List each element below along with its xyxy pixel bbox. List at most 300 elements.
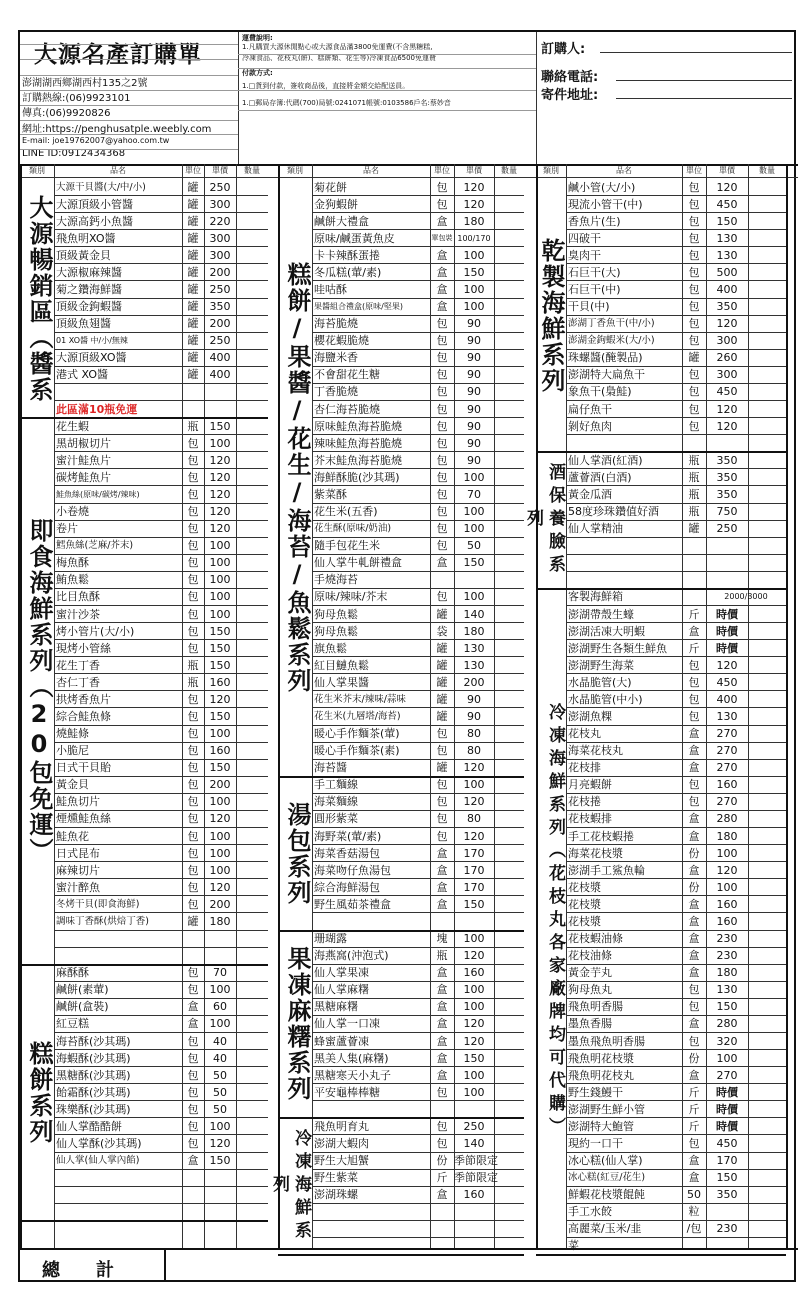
quantity-field[interactable] [236, 759, 268, 776]
quantity-field[interactable] [494, 298, 524, 315]
total-field[interactable] [166, 1250, 796, 1282]
quantity-field[interactable] [494, 776, 524, 793]
item-name: 圓形紫菜 [314, 812, 358, 826]
item-price: 80 [467, 744, 481, 758]
item-price: 230 [716, 1222, 738, 1236]
quantity-field[interactable] [236, 1118, 268, 1135]
item-price: 100 [209, 436, 231, 450]
quantity-field[interactable] [494, 452, 524, 469]
quantity-field[interactable] [236, 862, 268, 879]
item-unit: 包 [187, 487, 199, 501]
quantity-field[interactable] [748, 383, 786, 400]
quantity-field[interactable] [236, 657, 268, 674]
item-unit: 包 [436, 590, 448, 604]
quantity-field[interactable] [748, 1084, 786, 1101]
quantity-field[interactable] [494, 810, 524, 827]
quantity-field[interactable] [748, 913, 786, 930]
quantity-field[interactable] [494, 1169, 524, 1186]
quantity-field[interactable] [494, 1015, 524, 1032]
item-unit [682, 435, 706, 452]
quantity-field[interactable] [494, 845, 524, 862]
item-name: 澎湖珠螺 [314, 1188, 358, 1202]
item-name: 海菜麵線 [314, 795, 358, 809]
quantity-field[interactable] [748, 298, 786, 315]
quantity-field[interactable] [748, 606, 786, 623]
quantity-field[interactable] [748, 742, 786, 759]
quantity-field[interactable] [236, 1084, 268, 1101]
item-price: 120 [463, 829, 485, 843]
quantity-field[interactable] [494, 196, 524, 213]
item-price: 90 [467, 709, 481, 723]
quantity-field[interactable] [748, 366, 786, 383]
quantity-field[interactable] [748, 247, 786, 264]
quantity-field[interactable] [236, 1135, 268, 1152]
item-name: 杏仁海苔脆燒 [314, 402, 380, 416]
quantity-field[interactable] [494, 537, 524, 554]
quantity-field[interactable] [236, 691, 268, 708]
quantity-field[interactable] [494, 247, 524, 264]
quantity-field[interactable] [236, 196, 268, 213]
item-price: 150 [209, 709, 231, 723]
quantity-field[interactable] [236, 469, 268, 486]
item-name [312, 1101, 429, 1118]
quantity-field[interactable] [748, 1152, 786, 1169]
quantity-field[interactable] [236, 452, 268, 469]
quantity-field[interactable] [494, 691, 524, 708]
item-unit: 盒 [688, 624, 700, 638]
item-unit: 包 [436, 487, 448, 501]
quantity-field[interactable] [236, 230, 268, 247]
quantity-field[interactable] [494, 1186, 524, 1203]
item-name: 花生丁香 [56, 658, 100, 672]
quantity-field[interactable] [494, 332, 524, 349]
quantity-field[interactable] [494, 554, 524, 571]
item-price: 100 [209, 983, 231, 997]
item-price: 230 [716, 949, 738, 963]
quantity-field[interactable] [494, 725, 524, 742]
category-label: 湯包系列 [283, 801, 311, 906]
item-name: 綜合海鮮湯包 [314, 880, 380, 894]
item-name: 現流小管干(中) [568, 197, 643, 211]
quantity-field[interactable] [494, 606, 524, 623]
item-unit: 瓶 [187, 658, 199, 672]
quantity-field[interactable] [236, 896, 268, 913]
item-unit [182, 401, 204, 418]
quantity-field[interactable] [236, 930, 268, 947]
quantity-field[interactable] [494, 1135, 524, 1152]
quantity-field[interactable] [748, 810, 786, 827]
quantity-field[interactable] [236, 1015, 268, 1032]
quantity-field[interactable] [494, 1084, 524, 1101]
quantity-field[interactable] [748, 503, 786, 520]
quantity-field[interactable] [748, 1067, 786, 1084]
item-unit: 罐 [187, 265, 199, 279]
item-price: 100 [463, 470, 485, 484]
item-price: 120 [463, 180, 485, 194]
quantity-field[interactable] [494, 366, 524, 383]
item-name: 海鹽米香 [314, 351, 358, 365]
item-price: 100 [209, 846, 231, 860]
quantity-field[interactable] [236, 742, 268, 759]
quantity-field[interactable] [236, 981, 268, 998]
quantity-field[interactable] [748, 691, 786, 708]
item-price: 170 [463, 863, 485, 877]
item-unit: 包 [187, 1085, 199, 1099]
item-unit: 包 [436, 1085, 448, 1099]
quantity-field[interactable] [494, 1067, 524, 1084]
quantity-field[interactable] [748, 230, 786, 247]
quantity-field[interactable] [236, 332, 268, 349]
quantity-field[interactable] [748, 179, 786, 196]
quantity-field[interactable] [494, 708, 524, 725]
quantity-field[interactable] [494, 981, 524, 998]
quantity-field[interactable] [494, 1203, 524, 1220]
item-name: 仙人掌一口凍 [314, 1017, 380, 1031]
quantity-field[interactable] [748, 930, 786, 947]
quantity-field[interactable] [494, 759, 524, 776]
quantity-field[interactable] [494, 896, 524, 913]
item-name: 大源頂級XO醬 [56, 351, 127, 365]
quantity-field[interactable] [748, 315, 786, 332]
quantity-field[interactable] [236, 1203, 268, 1220]
item-name: 野生紫菜 [314, 1171, 358, 1185]
quantity-field[interactable] [236, 606, 268, 623]
quantity-field[interactable] [494, 947, 524, 964]
quantity-field[interactable] [748, 793, 786, 810]
quantity-field[interactable] [236, 571, 268, 588]
quantity-field[interactable] [494, 640, 524, 657]
quantity-field[interactable] [748, 349, 786, 366]
item-name: 黑糖寒天小丸子 [314, 1068, 391, 1082]
quantity-field[interactable] [494, 520, 524, 537]
quantity-field[interactable] [748, 1050, 786, 1067]
item-unit: 包 [436, 795, 448, 809]
quantity-field[interactable] [748, 435, 786, 452]
header-name: 品名 [110, 166, 126, 175]
quantity-field[interactable] [236, 366, 268, 383]
quantity-field[interactable] [494, 571, 524, 588]
quantity-field[interactable] [748, 281, 786, 298]
quantity-field[interactable] [494, 418, 524, 435]
payment-line-1: 1.□貨到付款，簽收商品後，直接將金額交給配送員。 [242, 82, 410, 90]
quantity-field[interactable] [236, 349, 268, 366]
quantity-field[interactable] [494, 879, 524, 896]
quantity-field[interactable] [748, 196, 786, 213]
item-price: 120 [209, 505, 231, 519]
item-unit: 罐 [436, 692, 448, 706]
quantity-field[interactable] [748, 708, 786, 725]
item-price: 150 [716, 214, 738, 228]
item-name [54, 1186, 181, 1203]
quantity-field[interactable] [494, 179, 524, 196]
item-name: 小卷燒 [56, 505, 89, 519]
item-unit: 包 [436, 522, 448, 536]
header-unit: 單位 [185, 166, 201, 175]
item-name: 花枝漿 [568, 914, 601, 928]
item-price: 250 [209, 334, 231, 348]
quantity-field[interactable] [494, 349, 524, 366]
item-price: 100 [209, 539, 231, 553]
item-unit: 瓶 [436, 949, 448, 963]
item-unit: 盒 [436, 983, 448, 997]
item-name: 梅魚酥 [56, 556, 89, 570]
item-price: 170 [463, 846, 485, 860]
quantity-field[interactable] [494, 230, 524, 247]
item-price: 160 [463, 966, 485, 980]
item-price: 450 [716, 385, 738, 399]
quantity-field[interactable] [494, 588, 524, 605]
quantity-field[interactable] [748, 879, 786, 896]
item-name: 花枝油條 [568, 949, 612, 963]
quantity-field[interactable] [748, 452, 786, 469]
quantity-field[interactable] [236, 998, 268, 1015]
quantity-field[interactable] [748, 1169, 786, 1186]
quantity-field[interactable] [236, 281, 268, 298]
quantity-field[interactable] [748, 1220, 786, 1237]
item-unit: 單包裝 [431, 233, 453, 242]
item-price: 120 [716, 402, 738, 416]
item-unit: 包 [688, 778, 700, 792]
quantity-field[interactable] [748, 674, 786, 691]
quantity-field[interactable] [494, 913, 524, 930]
quantity-field[interactable] [748, 759, 786, 776]
quantity-field[interactable] [748, 571, 786, 588]
quantity-field[interactable] [236, 1169, 268, 1186]
quantity-field[interactable] [494, 213, 524, 230]
quantity-field[interactable] [236, 725, 268, 742]
quantity-field[interactable] [748, 998, 786, 1015]
quantity-field[interactable] [236, 879, 268, 896]
item-name: 冬烤干貝(即食海鮮) [56, 898, 140, 910]
item-name: 黑糖酥(沙其瑪) [56, 1068, 131, 1082]
item-price: 100 [463, 1085, 485, 1099]
quantity-field[interactable] [494, 623, 524, 640]
quantity-field[interactable] [494, 674, 524, 691]
item-price: 300 [716, 368, 738, 382]
quantity-field[interactable] [748, 486, 786, 503]
quantity-field[interactable] [748, 469, 786, 486]
quantity-field[interactable] [748, 725, 786, 742]
item-unit: 包 [688, 675, 700, 689]
quantity-field[interactable] [236, 964, 268, 981]
item-name: 花生酥(原味/奶油) [314, 523, 392, 535]
quantity-field[interactable] [748, 947, 786, 964]
item-price: 100 [463, 1000, 485, 1014]
item-unit: 包 [187, 829, 199, 843]
quantity-field[interactable] [494, 503, 524, 520]
item-price: 100 [209, 573, 231, 587]
item-name: 澎湖野生鮮小管 [568, 1102, 645, 1116]
quantity-field[interactable] [748, 1118, 786, 1135]
item-price [454, 1203, 494, 1220]
quantity-field[interactable] [236, 401, 268, 418]
quantity-field[interactable] [748, 657, 786, 674]
quantity-field[interactable] [748, 520, 786, 537]
order-form [18, 30, 796, 1282]
quantity-field[interactable] [494, 1101, 524, 1118]
item-price: 100 [209, 590, 231, 604]
item-price: 100 [463, 505, 485, 519]
quantity-field[interactable] [236, 1186, 268, 1203]
item-price: 90 [467, 351, 481, 365]
quantity-field[interactable] [236, 383, 268, 400]
item-price [204, 1186, 236, 1203]
quantity-field[interactable] [236, 554, 268, 571]
item-price: 400 [716, 282, 738, 296]
item-unit: 包 [187, 505, 199, 519]
item-name: 飛魚明花枝丸 [568, 1068, 634, 1082]
quantity-field[interactable] [236, 247, 268, 264]
quantity-field[interactable] [494, 435, 524, 452]
quantity-field[interactable] [494, 1152, 524, 1169]
quantity-field[interactable] [236, 793, 268, 810]
quantity-field[interactable] [748, 1135, 786, 1152]
item-unit [182, 1169, 204, 1186]
item-unit: 盒 [688, 966, 700, 980]
quantity-field[interactable] [748, 845, 786, 862]
quantity-field[interactable] [236, 1101, 268, 1118]
item-name: 仙人掌精油 [568, 522, 623, 536]
quantity-field[interactable] [236, 708, 268, 725]
quantity-field[interactable] [748, 623, 786, 640]
quantity-field[interactable] [748, 1203, 786, 1220]
item-name: 港式 XO醬 [56, 368, 108, 382]
quantity-field[interactable] [494, 1050, 524, 1067]
quantity-field[interactable] [494, 862, 524, 879]
quantity-field[interactable] [748, 1015, 786, 1032]
quantity-field[interactable] [236, 913, 268, 930]
quantity-field[interactable] [236, 845, 268, 862]
item-name: 原味/鹹蛋黃魚皮 [314, 231, 395, 245]
item-name: 海苔酥(沙其瑪) [56, 1034, 131, 1048]
item-unit [430, 1220, 454, 1237]
item-name: 海燕窩(沖泡式) [314, 949, 389, 963]
quantity-field[interactable] [236, 435, 268, 452]
quantity-field[interactable] [236, 623, 268, 640]
item-price: 160 [209, 744, 231, 758]
quantity-field[interactable] [236, 810, 268, 827]
quantity-field[interactable] [236, 1033, 268, 1050]
quantity-field[interactable] [236, 315, 268, 332]
quantity-field[interactable] [236, 213, 268, 230]
quantity-field[interactable] [236, 776, 268, 793]
quantity-field[interactable] [748, 1033, 786, 1050]
item-unit: 盒 [436, 1051, 448, 1065]
quantity-field[interactable] [236, 486, 268, 503]
quantity-field[interactable] [494, 657, 524, 674]
item-name: 客製海鮮箱 [568, 590, 623, 604]
quantity-field[interactable] [494, 964, 524, 981]
quantity-field[interactable] [748, 828, 786, 845]
item-price: 170 [716, 1154, 738, 1168]
quantity-field[interactable] [236, 1152, 268, 1169]
item-price [706, 537, 748, 554]
item-unit: 包 [187, 761, 199, 775]
quantity-field[interactable] [494, 1220, 524, 1237]
quantity-field[interactable] [236, 418, 268, 435]
item-name: 菊之鑽海鮮醬 [56, 282, 122, 296]
quantity-field[interactable] [494, 793, 524, 810]
quantity-field[interactable] [494, 383, 524, 400]
quantity-field[interactable] [748, 862, 786, 879]
quantity-field[interactable] [236, 674, 268, 691]
quantity-field[interactable] [236, 1050, 268, 1067]
item-price [204, 383, 236, 400]
quantity-field[interactable] [494, 742, 524, 759]
header-price: 單價 [719, 166, 735, 175]
quantity-field[interactable] [494, 828, 524, 845]
item-unit: 盒 [436, 265, 448, 279]
item-unit: 包 [688, 231, 700, 245]
item-price: 150 [209, 624, 231, 638]
quantity-field[interactable] [748, 1101, 786, 1118]
quantity-field[interactable] [236, 828, 268, 845]
quantity-field[interactable] [494, 998, 524, 1015]
quantity-field[interactable] [236, 588, 268, 605]
item-unit [682, 588, 706, 605]
quantity-field[interactable] [236, 503, 268, 520]
quantity-field[interactable] [236, 298, 268, 315]
quantity-field[interactable] [748, 332, 786, 349]
item-name: 澎湖丁香魚干(中/小) [568, 318, 655, 330]
quantity-field[interactable] [494, 486, 524, 503]
item-price: 130 [716, 709, 738, 723]
quantity-field[interactable] [748, 537, 786, 554]
item-unit: 包 [688, 180, 700, 194]
item-name: 鹹小管(大/小) [568, 180, 636, 194]
quantity-field[interactable] [494, 1033, 524, 1050]
quantity-field[interactable] [236, 520, 268, 537]
quantity-field[interactable] [494, 469, 524, 486]
quantity-field[interactable] [748, 776, 786, 793]
quantity-field[interactable] [494, 1118, 524, 1135]
quantity-field[interactable] [748, 964, 786, 981]
quantity-field[interactable] [494, 315, 524, 332]
quantity-field[interactable] [748, 213, 786, 230]
quantity-field[interactable] [494, 930, 524, 947]
item-name: 冬瓜糕(葷/素) [314, 265, 382, 279]
item-unit: 盒 [688, 1154, 700, 1168]
quantity-field[interactable] [236, 947, 268, 964]
item-name: 日式昆布 [56, 846, 100, 860]
item-unit [182, 1186, 204, 1203]
quantity-field[interactable] [236, 537, 268, 554]
item-unit: 盒 [688, 897, 700, 911]
quantity-field[interactable] [748, 981, 786, 998]
quantity-field[interactable] [494, 264, 524, 281]
quantity-field[interactable] [748, 640, 786, 657]
item-name: 手工水餃 [568, 1205, 612, 1219]
quantity-field[interactable] [494, 281, 524, 298]
item-price: 270 [716, 795, 738, 809]
quantity-field[interactable] [494, 401, 524, 418]
item-price: 200 [209, 778, 231, 792]
quantity-field[interactable] [748, 401, 786, 418]
quantity-field[interactable] [748, 896, 786, 913]
quantity-field[interactable] [748, 264, 786, 281]
item-price: 180 [716, 966, 738, 980]
quantity-field[interactable] [748, 554, 786, 571]
quantity-field[interactable] [748, 1186, 786, 1203]
quantity-field[interactable] [236, 1067, 268, 1084]
item-price: 90 [467, 402, 481, 416]
quantity-field[interactable] [236, 640, 268, 657]
item-name: 墨魚香腸 [568, 1017, 612, 1031]
quantity-field[interactable] [236, 264, 268, 281]
item-unit: 包 [436, 829, 448, 843]
quantity-field[interactable] [236, 179, 268, 196]
quantity-field[interactable] [748, 418, 786, 435]
